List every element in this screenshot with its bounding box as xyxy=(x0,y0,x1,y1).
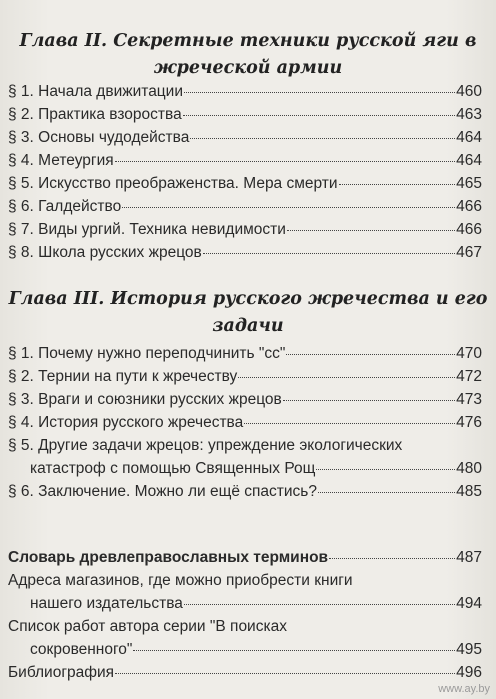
toc-entry-title-continued: катастроф с помощью Священных Рощ xyxy=(30,460,316,477)
toc-page-number: 464 xyxy=(456,152,482,169)
dot-leader xyxy=(286,354,455,355)
dot-leader xyxy=(115,161,456,162)
toc-entry xyxy=(8,81,482,103)
dot-leader xyxy=(238,377,455,378)
toc-entry xyxy=(8,366,482,388)
toc-entry xyxy=(8,196,482,218)
toc-entry xyxy=(8,343,482,365)
toc-page-number: 460 xyxy=(456,83,482,100)
toc-entry-title: Адреса магазинов, где можно приобрести книги xyxy=(8,572,353,589)
dot-leader xyxy=(339,184,456,185)
toc-entry-title: § 1. Начала движитации xyxy=(8,83,184,100)
toc-page-number: 467 xyxy=(456,244,482,261)
dot-leader xyxy=(203,253,455,254)
dot-leader xyxy=(122,207,455,208)
dot-leader xyxy=(184,604,455,605)
toc-page-number: 480 xyxy=(456,460,482,477)
toc-entry-title: § 2. Тернии на пути к жречеству xyxy=(8,368,238,385)
toc-page-number: 470 xyxy=(456,345,482,362)
toc-entry xyxy=(8,219,482,241)
toc-page-number: 473 xyxy=(456,391,482,408)
dot-leader xyxy=(133,650,455,651)
toc-entry xyxy=(8,173,482,195)
dot-leader xyxy=(329,558,455,559)
dot-leader xyxy=(316,469,455,470)
toc-entry xyxy=(8,127,482,149)
toc-entry-title: § 5. Искусство преображенства. Мера смерти xyxy=(8,175,338,192)
chapter-2-title-line1: Глава II. Секретные техники русской яги в xyxy=(19,31,477,51)
dot-leader xyxy=(190,138,455,139)
toc-entry xyxy=(8,150,482,172)
toc-page-number: 476 xyxy=(456,414,482,431)
toc-entry-title: § 3. Враги и союзники русских жрецов xyxy=(8,391,282,408)
toc-entry-title-continued: нашего издательства xyxy=(30,595,183,612)
chapter-3-title-line2: задачи xyxy=(212,316,284,336)
toc-entry-title: § 5. Другие задачи жрецов: упреждение экологических xyxy=(8,437,403,454)
dot-leader xyxy=(287,230,455,231)
toc-page-number: 487 xyxy=(456,549,482,566)
toc-entry-title: Список работ автора серии "В поисках xyxy=(8,618,287,635)
toc-entry-title: § 2. Практика взороства xyxy=(8,106,182,123)
toc-page-number: 494 xyxy=(456,595,482,612)
dot-leader xyxy=(115,673,455,674)
toc-page-number: 464 xyxy=(456,129,482,146)
toc-entry xyxy=(8,481,482,503)
toc-entry xyxy=(30,458,482,480)
toc-entry-title: Библиография xyxy=(8,664,115,681)
toc-page-number: 465 xyxy=(456,175,482,192)
dot-leader xyxy=(318,492,455,493)
toc-entry xyxy=(8,662,482,684)
dot-leader xyxy=(283,400,455,401)
toc-entry-title: § 4. История русского жречества xyxy=(8,414,244,431)
toc-entry-title: § 6. Галдейство xyxy=(8,198,122,215)
toc-page-number: 495 xyxy=(456,641,482,658)
dot-leader xyxy=(244,423,455,424)
toc-entry xyxy=(30,639,482,661)
toc-entry xyxy=(8,242,482,264)
dot-leader xyxy=(183,115,455,116)
toc-entry xyxy=(8,104,482,126)
toc-entry-title: § 8. Школа русских жрецов xyxy=(8,244,202,261)
toc-entry xyxy=(8,547,482,569)
dot-leader xyxy=(184,92,455,93)
toc-entry-title: § 1. Почему нужно переподчинить "сс" xyxy=(8,345,286,362)
toc-page-number: 472 xyxy=(456,368,482,385)
toc-entry-title-continued: сокровенного" xyxy=(30,641,133,658)
toc-entry-title: § 3. Основы чудодейства xyxy=(8,129,190,146)
toc-entry xyxy=(30,593,482,615)
toc-entry-title: § 6. Заключение. Можно ли ещё спастись? xyxy=(8,483,317,500)
toc-entry xyxy=(8,412,482,434)
toc-entry xyxy=(8,389,482,411)
toc-page-number: 496 xyxy=(456,664,482,681)
toc-page-number: 466 xyxy=(456,198,482,215)
watermark: www.ay.by xyxy=(438,683,490,695)
chapter-2-title-line2: жреческой армии xyxy=(153,58,343,78)
toc-page-number: 485 xyxy=(456,483,482,500)
toc-entry-title: § 7. Виды ургий. Техника невидимости xyxy=(8,221,286,238)
toc-page-number: 466 xyxy=(456,221,482,238)
toc-entry-title: § 4. Метеургия xyxy=(8,152,114,169)
chapter-3-title-line1: Глава III. История русского жречества и его xyxy=(8,289,488,309)
toc-entry-title: Словарь древлеправославных терминов xyxy=(8,549,329,566)
toc-page-number: 463 xyxy=(456,106,482,123)
